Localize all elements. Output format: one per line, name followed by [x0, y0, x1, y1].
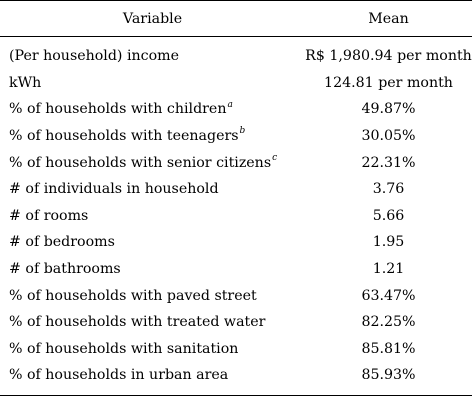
variable-cell — [0, 229, 305, 256]
footnote-marker: a — [227, 99, 233, 110]
mean-value-cell: 124.81 per month — [324, 74, 453, 91]
table-row — [0, 203, 472, 230]
variable-cell — [0, 203, 305, 230]
footnote-marker: b — [239, 126, 246, 137]
table-row — [0, 149, 472, 176]
mean-value-cell: 63.47% — [361, 287, 416, 304]
table-row — [0, 176, 472, 203]
variable-label: % of households with children — [9, 101, 227, 118]
variable-cell — [0, 336, 305, 363]
variable-cell — [0, 362, 305, 395]
mean-value-cell: 30.05% — [361, 128, 416, 145]
table-row — [0, 309, 472, 336]
variable-cell — [0, 176, 305, 203]
mean-value-cell: 82.25% — [361, 314, 416, 331]
variable-cell — [0, 123, 305, 150]
mean-value-cell: 3.76 — [372, 181, 405, 198]
table-row — [0, 362, 472, 395]
table-row — [0, 336, 472, 363]
variable-cell — [0, 282, 305, 309]
header-row — [0, 1, 472, 37]
table-row — [0, 96, 472, 123]
variable-cell — [0, 309, 305, 336]
table-row — [0, 70, 472, 97]
mean-value-cell: 85.93% — [305, 362, 472, 395]
variable-label: % of households in urban area — [9, 367, 229, 384]
variable-label: (Per household) income — [9, 48, 179, 65]
variable-label: % of households with teenagers — [9, 128, 239, 145]
table-row — [0, 256, 472, 283]
table-row — [0, 229, 472, 256]
variable-label: # of bathrooms — [9, 261, 121, 278]
variable-label: # of rooms — [9, 207, 89, 224]
mean-value-cell: 1.95 — [372, 234, 405, 251]
variable-label: % of households with senior citizens — [9, 154, 272, 171]
footnote-marker: c — [272, 152, 278, 163]
variable-label: % of households with paved street — [9, 287, 257, 304]
table-row — [0, 123, 472, 150]
variable-label: # of individuals in household — [9, 181, 219, 198]
variable-cell — [0, 70, 305, 97]
variable-label: % of households with treated water — [9, 314, 266, 331]
mean-value-cell: 22.31% — [361, 154, 416, 171]
variable-cell — [0, 37, 305, 70]
variable-cell — [0, 149, 305, 176]
mean-value-cell: R$ 1,980.94 per month — [305, 48, 472, 65]
mean-value-cell: 5.66 — [372, 207, 405, 224]
variable-label: kWh — [9, 74, 42, 91]
variable-label: % of households with sanitation — [9, 340, 239, 357]
variable-cell — [0, 96, 305, 123]
mean-value-cell: 49.87% — [361, 101, 416, 118]
mean-value-cell: 1.21 — [372, 261, 405, 278]
variable-label: # of bedrooms — [9, 234, 115, 251]
table-row — [0, 37, 472, 70]
variable-cell — [0, 256, 305, 283]
column-header-mean: Mean — [305, 1, 472, 37]
column-header-variable: Variable — [0, 1, 305, 37]
mean-value-cell: 85.81% — [361, 340, 416, 357]
table-row — [0, 282, 472, 309]
